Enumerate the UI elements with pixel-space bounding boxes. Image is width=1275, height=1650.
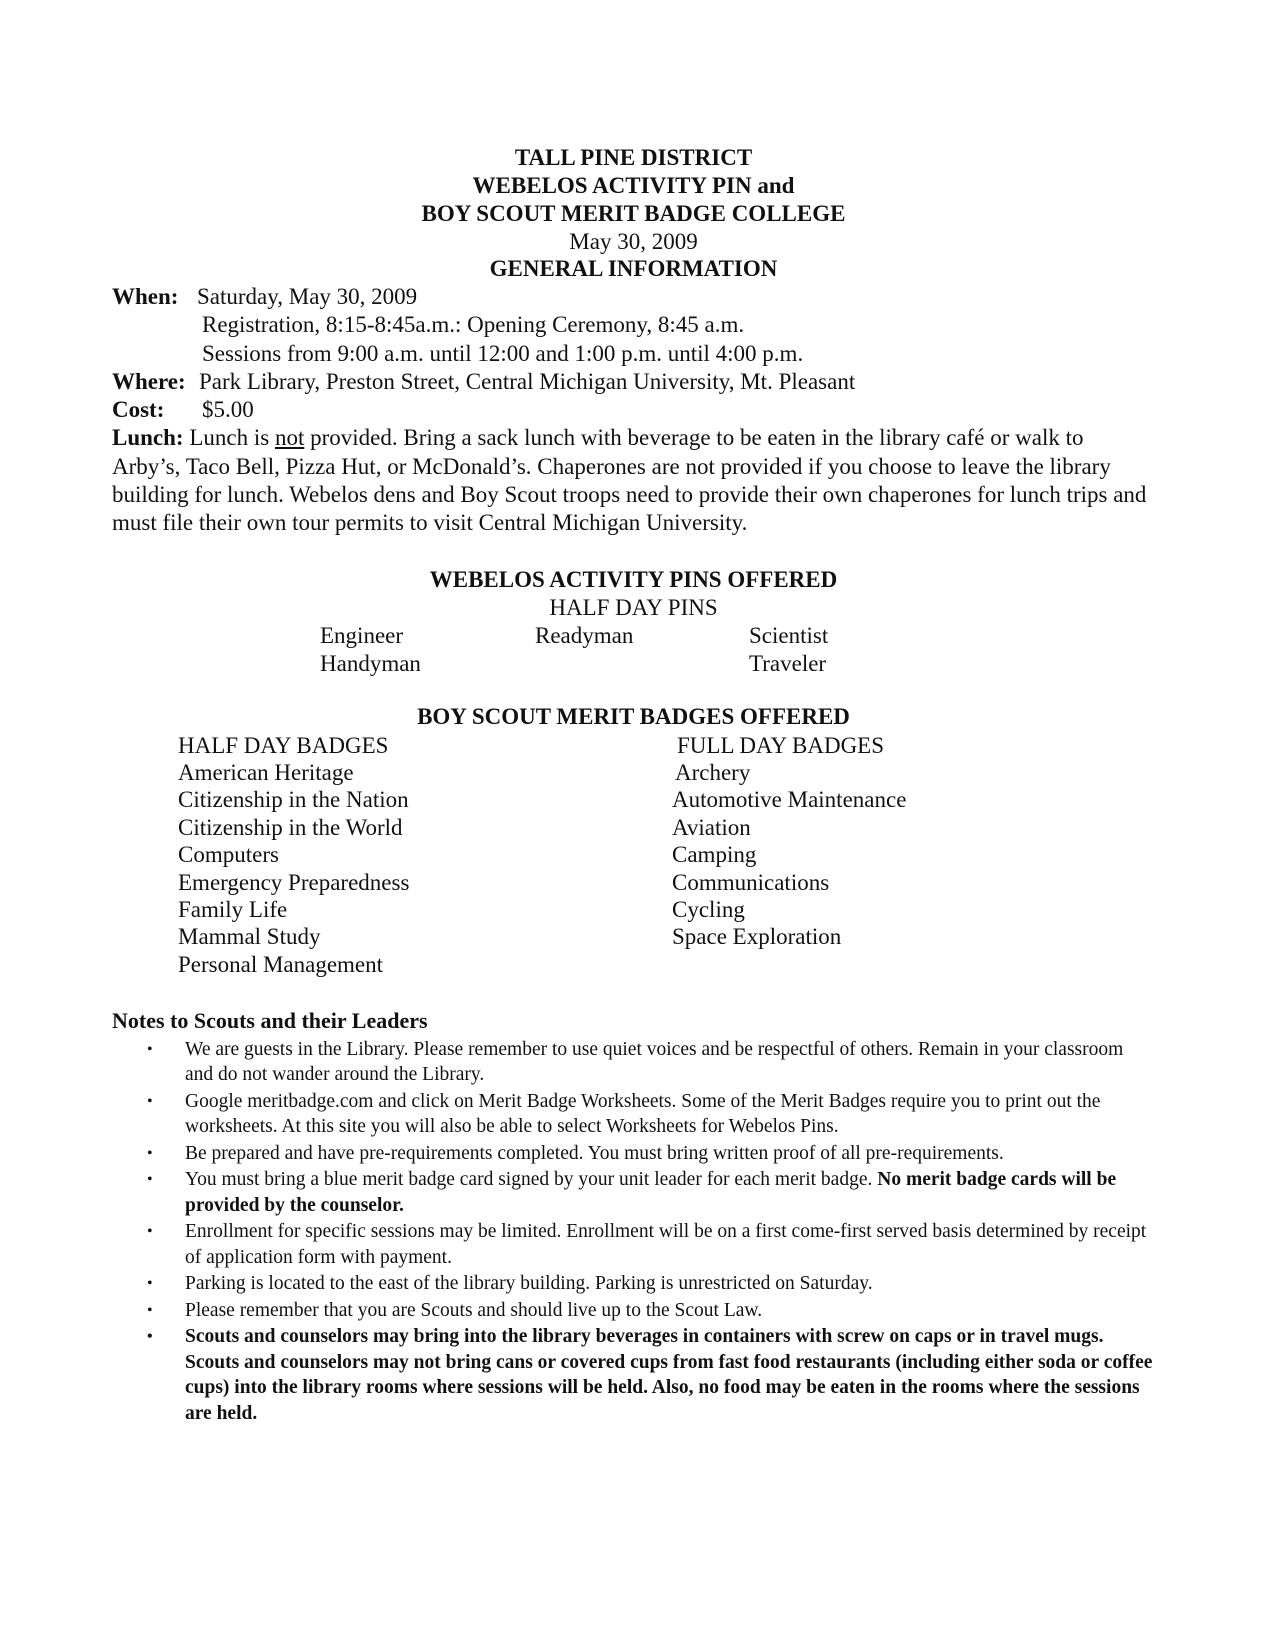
when-label: When: [112, 284, 179, 309]
list-item: • Scouts and counselors may bring into the library beverages in containers with screw on caps or in travel mugs. Scouts and counselors may not bring cans or covered cups from fast food restaurants (including either soda or coffee cups) into the library rooms where sessions will be held. Also, no food may be eaten in the rooms where the sessions are held. [147, 1326, 1153, 1424]
half-day-pins-heading: HALF DAY PINS [549, 594, 718, 620]
badge-item: Aviation [672, 814, 751, 840]
webelos-pins-section [112, 566, 1155, 679]
pin-item: Engineer [320, 623, 404, 649]
lunch-not-emphasis: not [274, 425, 305, 451]
pin-item: Handyman [320, 651, 421, 677]
cost-row [112, 396, 1155, 424]
badge-item: Archery [675, 759, 751, 785]
pin-item: Scientist [749, 623, 829, 649]
merit-badge-card-warning: No merit badge cards will be provided by the counselor. [185, 1169, 1117, 1216]
where-label: Where: [112, 368, 186, 394]
event-date: May 30, 2009 [569, 229, 698, 254]
bullet-icon: • [147, 1040, 153, 1058]
lunch-label: Lunch: [112, 425, 184, 451]
badge-item: Personal Management [178, 951, 384, 977]
bullet-icon: • [147, 1171, 153, 1189]
full-day-badges-heading: FULL DAY BADGES [677, 732, 885, 758]
badge-item: Family Life [178, 896, 288, 922]
lunch-text-rest: provided. Bring a sack lunch with beverage to be eaten in the library café or walk to Arby’s, Taco Bell, Pizza Hut, or McDonald’s. Chaperones are not provided if you choose to leave the library building for lunch. Webelos dens and Boy Scout troops need to provide their own chaperones for lunch trips and must file their own tour permits to visit Central Michigan University. [112, 425, 1147, 536]
cost-value: $5.00 [202, 397, 254, 423]
badge-item: Emergency Preparedness [178, 869, 410, 895]
bullet-icon: • [147, 1275, 153, 1293]
list-item: • Google meritbadge.com and click on Merit Badge Worksheets. Some of the Merit Badges require you to print out the worksheets. At this site you will also be able to select Worksheets for Webelos Pins. [147, 1090, 1101, 1138]
bullet-icon: • [147, 1092, 153, 1110]
notes-list [112, 1037, 1155, 1427]
when-value: Saturday, May 30, 2009 [197, 284, 418, 309]
document-header [112, 144, 1155, 283]
when-row [112, 283, 1155, 311]
event-title-line1: WEBELOS ACTIVITY PIN and [472, 173, 795, 198]
merit-badges-title: BOY SCOUT MERIT BADGES OFFERED [417, 704, 850, 730]
webelos-pins-title: WEBELOS ACTIVITY PINS OFFERED [429, 566, 838, 592]
badge-item: Camping [672, 842, 757, 868]
notes-title: Notes to Scouts and their Leaders [112, 1007, 428, 1033]
cost-label: Cost: [112, 397, 165, 423]
merit-badges-section [112, 703, 1155, 976]
pin-item: Traveler [749, 651, 827, 677]
sessions-line: Sessions from 9:00 a.m. until 12:00 and 1:00 p.m. until 4:00 p.m. [202, 340, 804, 366]
where-row [112, 368, 1155, 396]
badge-item: Mammal Study [178, 924, 321, 950]
registration-line: Registration, 8:15-8:45a.m.: Opening Ceremony, 8:45 a.m. [202, 312, 745, 338]
bullet-icon: • [147, 1144, 153, 1162]
list-item: • Be prepared and have pre-requirements completed. You must bring written proof of all pre-requirements. [112, 1141, 1155, 1167]
badge-item: Space Exploration [672, 924, 842, 950]
general-info [112, 283, 1155, 538]
list-item: • Please remember that you are Scouts and should live up to the Scout Law. [112, 1298, 1155, 1324]
badge-item: Computers [178, 842, 279, 868]
badges-columns [112, 732, 1155, 977]
event-title-line2: BOY SCOUT MERIT BADGE COLLEGE [421, 201, 846, 226]
badge-item: Citizenship in the World [178, 814, 403, 840]
bullet-icon: • [147, 1223, 153, 1241]
bullet-icon: • [147, 1328, 153, 1346]
list-item: • You must bring a blue merit badge card signed by your unit leader for each merit badge. No merit badge cards will be provided by the counselor. [147, 1169, 1117, 1216]
where-value: Park Library, Preston Street, Central Michigan University, Mt. Pleasant [199, 368, 856, 394]
notes-section [112, 1007, 1155, 1427]
full-day-badges-column [672, 732, 906, 951]
list-item: • Enrollment for specific sessions may be limited. Enrollment will be on a first come-first served basis determined by receipt of application form with payment. [147, 1221, 1147, 1268]
list-item: • We are guests in the Library. Please remember to use quiet voices and be respectful of others. Remain in your classroom and do not wander around the Library. [147, 1038, 1124, 1086]
pins-grid [112, 622, 1155, 678]
general-information-heading: GENERAL INFORMATION [489, 256, 778, 281]
badge-item: American Heritage [178, 759, 354, 785]
badge-item: Citizenship in the Nation [178, 787, 409, 813]
bullet-icon: • [147, 1301, 153, 1319]
list-item: • Parking is located to the east of the library building. Parking is unrestricted on Saturday. [112, 1271, 1155, 1297]
badge-item: Communications [672, 869, 830, 895]
lunch-text-start: Lunch is [189, 425, 270, 451]
badge-item: Automotive Maintenance [672, 787, 907, 813]
badge-item: Cycling [672, 896, 745, 922]
lunch-paragraph [112, 424, 1155, 537]
pin-item: Readyman [535, 623, 634, 649]
district-title: TALL PINE DISTRICT [514, 145, 753, 170]
half-day-badges-heading: HALF DAY BADGES [178, 732, 389, 758]
half-day-badges-column [178, 732, 409, 979]
